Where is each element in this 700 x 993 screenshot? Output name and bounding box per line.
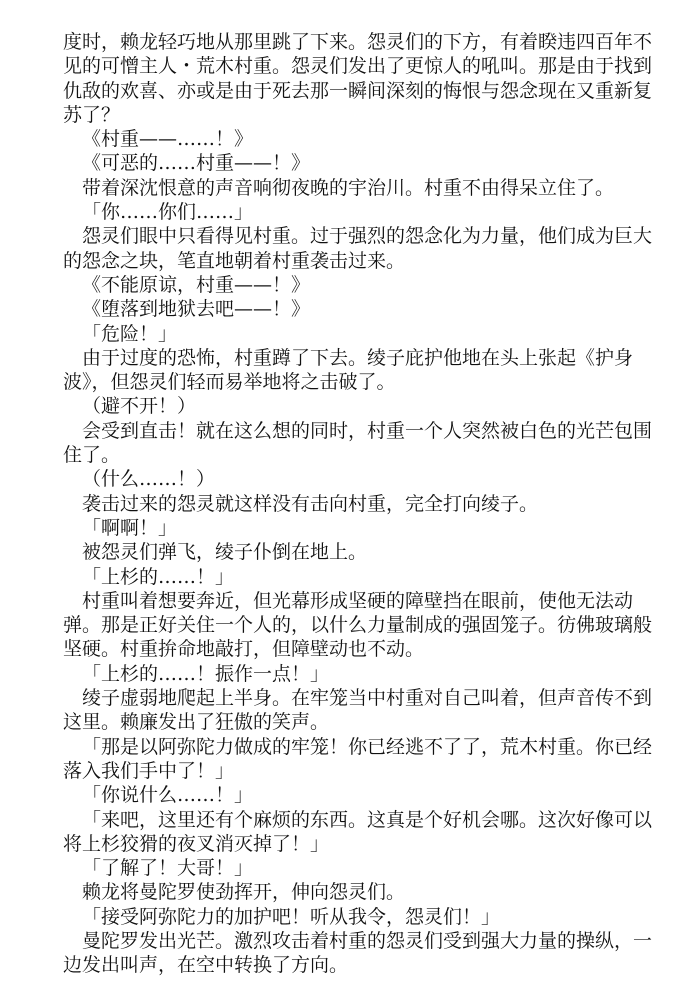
paragraph: 《堕落到地狱去吧——！》 bbox=[82, 298, 311, 321]
paragraph: 由于过度的恐怖，村重蹲了下去。绫子庇护他地在头上张起《护身波》，但怨灵们轻而易举地将之击破了。 bbox=[63, 346, 634, 394]
paragraph: 怨灵们眼中只看得见村重。过于强烈的怨念化为力量，他们成为巨大的怨念之块，笔直地朝着村重袭击过来。 bbox=[63, 225, 653, 272]
paragraph: （什么……！） bbox=[82, 468, 216, 491]
paragraph: 「啊啊！」 bbox=[82, 516, 178, 539]
paragraph: 「危险！」 bbox=[82, 322, 178, 345]
paragraph: 绫子虚弱地爬起上半身。在牢笼当中村重对自己叫着，但声音传不到这里。赖廉发出了狂傲的笑声。 bbox=[63, 687, 653, 734]
paragraph: 度时，赖龙轻巧地从那里跳了下来。怨灵们的下方，有着睽违四百年不见的可憎主人・荒木村重。怨灵们发出了更惊人的吼叫。那是由于找到仇敌的欢喜、亦或是由于死去那一瞬间深刻的悔恨与怨念现在又重新复苏了？ bbox=[63, 31, 653, 126]
paragraph: 「你……你们……」 bbox=[82, 201, 254, 224]
paragraph: 「你说什么……！」 bbox=[82, 784, 254, 807]
paragraph: 「上杉的……！振作一点！」 bbox=[82, 662, 330, 685]
paragraph: 「接受阿弥陀力的加护吧！听从我令，怨灵们！」 bbox=[82, 905, 501, 928]
paragraph: 赖龙将曼陀罗使劲挥开，伸向怨灵们。 bbox=[82, 881, 406, 904]
paragraph: 「来吧，这里还有个麻烦的东西。这真是个好机会哪。这次好像可以将上杉狡猾的夜叉消灭掉了！」 bbox=[63, 808, 653, 855]
paragraph: 《可恶的……村重——！》 bbox=[82, 152, 311, 175]
paragraph: 「上杉的……！」 bbox=[82, 565, 235, 588]
paragraph: 袭击过来的怨灵就这样没有击向村重，完全打向绫子。 bbox=[82, 492, 539, 515]
paragraph: 《村重——……！》 bbox=[82, 128, 254, 151]
paragraph: 「了解了！大哥！」 bbox=[82, 857, 254, 880]
paragraph: 《不能原谅，村重——！》 bbox=[82, 273, 311, 296]
paragraph: 被怨灵们弹飞，绫子仆倒在地上。 bbox=[82, 541, 368, 564]
paragraph: 曼陀罗发出光芒。激烈攻击着村重的怨灵们受到强大力量的操纵，一边发出叫声，在空中转换了方向。 bbox=[63, 929, 653, 977]
paragraph: 带着深沈恨意的声音响彻夜晚的宇治川。村重不由得呆立住了。 bbox=[82, 176, 615, 199]
paragraph: 会受到直击！就在这么想的同时，村重一个人突然被白色的光芒包围住了。 bbox=[63, 419, 653, 467]
paragraph: 「那是以阿弥陀力做成的牢笼！你已经逃不了了，荒木村重。你已经落入我们手中了！」 bbox=[63, 735, 653, 782]
paragraph: （避不开！） bbox=[82, 395, 197, 418]
paragraph: 村重叫着想要奔近，但光幕形成坚硬的障壁挡在眼前，使他无法动弹。那是正好关住一个人的，以什么力量制成的强固笼子。彷佛玻璃般坚硬。村重拚命地敲打，但障壁动也不动。 bbox=[63, 589, 653, 661]
